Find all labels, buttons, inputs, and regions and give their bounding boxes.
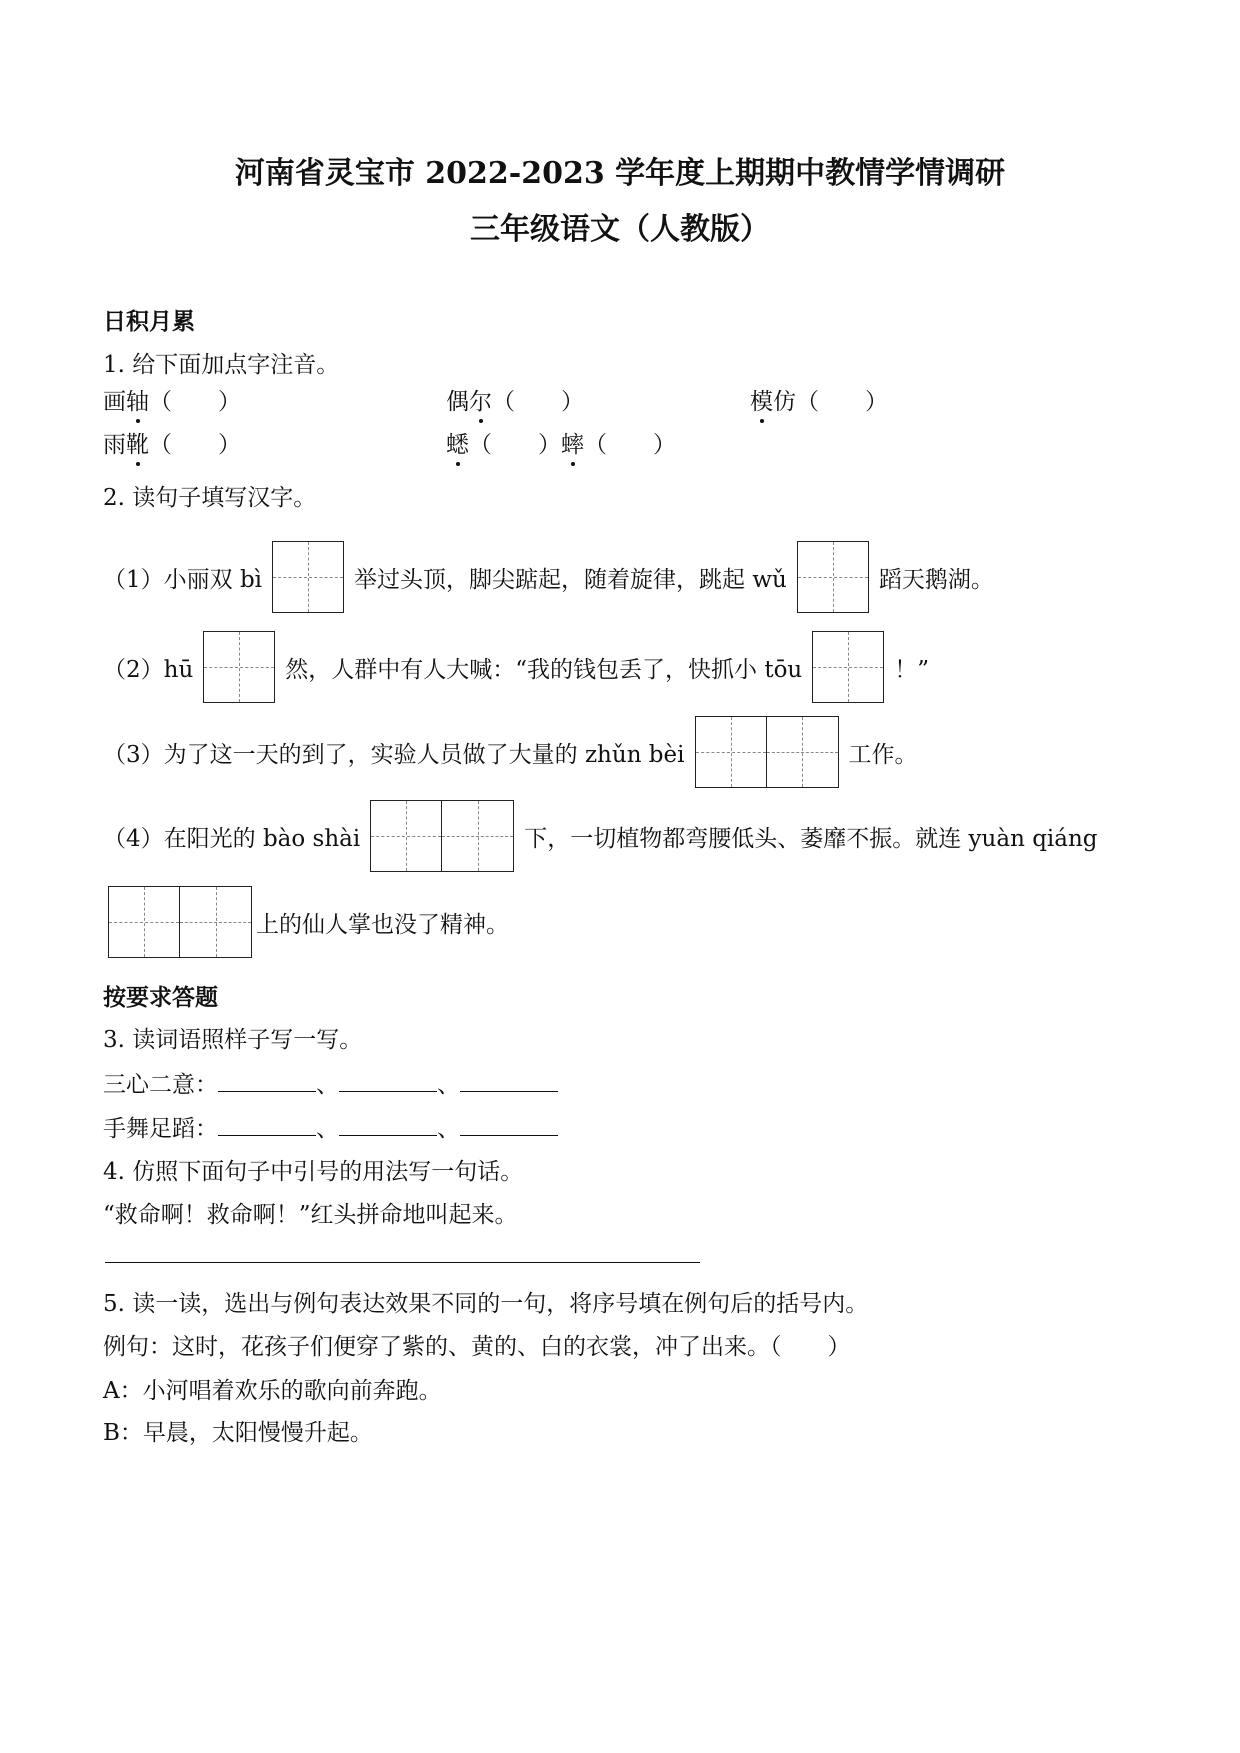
q2-s4-char-box-pair-2: [108, 886, 252, 958]
q2-s3-text-b: 工作。: [848, 741, 918, 768]
q2-sentence-1: [103, 541, 994, 613]
q2-s2-char-box-2[interactable]: [812, 631, 884, 703]
q1-item-2-pre: 偶: [446, 389, 469, 415]
question-5-prompt: 5. 读一读，选出与例句表达效果不同的一句，将序号填在例句后的括号内。: [103, 1291, 869, 1317]
q2-s1-text-a: （1）小丽双 bì: [103, 566, 263, 593]
q2-s4-char-box-pair-1: [370, 800, 514, 872]
q2-s4-text-b: 下，一切植物都弯腰低头、萎靡不振。就连 yuàn qiáng: [524, 825, 1098, 852]
q2-s4-char-box-1[interactable]: [370, 800, 442, 872]
q5-option-b: B：早晨，太阳慢慢升起。: [103, 1420, 373, 1446]
question-2-prompt: 2. 读句子填写汉字。: [103, 485, 317, 511]
q4-answer-line[interactable]: [105, 1262, 700, 1263]
q3-row-2-sep-1: 、: [316, 1116, 339, 1142]
q2-s3-char-box-2[interactable]: [767, 716, 839, 788]
q2-s2-text-c: ！”: [894, 656, 930, 683]
question-1-prompt: 1. 给下面加点字注音。: [103, 352, 340, 378]
q2-s3-char-box-pair: [695, 716, 839, 788]
q3-row-1: [103, 1066, 558, 1099]
q5-option-a: A：小河唱着欢乐的歌向前奔跑。: [103, 1378, 442, 1404]
q1-item-1-dotted-char: 轴: [126, 383, 149, 416]
q1-item-1: [103, 383, 241, 416]
q2-s4-text-a: （4）在阳光的 bào shài: [103, 825, 361, 852]
q1-item-1-pre: 画: [103, 389, 126, 415]
q2-s4-text-c: 上的仙人掌也没了精神。: [256, 911, 509, 938]
q1-item-2-dotted-char: 尔: [469, 383, 492, 416]
q3-row-1-sep-2: 、: [437, 1072, 460, 1098]
q3-row-2-blank-1[interactable]: [218, 1113, 316, 1136]
q1-item-4-pre: 雨: [103, 432, 126, 458]
q2-s2-text-a: （2）hū: [103, 656, 194, 683]
section-heading-answer-as-required: 按要求答题: [103, 984, 218, 1011]
q2-s4-char-box-3[interactable]: [108, 886, 180, 958]
q3-row-2-sep-2: 、: [437, 1116, 460, 1142]
q3-row-2-blank-2[interactable]: [339, 1113, 437, 1136]
q1-item-1-answer-bracket[interactable]: （ ）: [149, 389, 241, 415]
q2-sentence-4-continued: [100, 886, 509, 958]
q2-s1-text-c: 蹈天鹅湖。: [878, 566, 994, 593]
q3-row-1-sep-1: 、: [316, 1072, 339, 1098]
q1-item-3: [750, 383, 888, 416]
q2-s3-char-box-1[interactable]: [695, 716, 767, 788]
q1-item-6-answer-bracket[interactable]: （ ）: [584, 432, 676, 458]
question-4-prompt: 4. 仿照下面句子中引号的用法写一句话。: [103, 1159, 524, 1185]
q2-s1-text-b: 举过头顶，脚尖踮起，随着旋律，跳起 wǔ: [354, 566, 787, 593]
q2-s1-char-box-1[interactable]: [272, 541, 344, 613]
q1-item-6-dotted-char: 蟀: [561, 426, 584, 459]
q3-row-2-label: 手舞足蹈：: [103, 1116, 218, 1142]
q4-example-sentence: “救命啊！救命啊！”红头拼命地叫起来。: [103, 1202, 518, 1228]
q5-example-sentence: 例句：这时，花孩子们便穿了紫的、黄的、白的衣裳，冲了出来。（ ）: [103, 1334, 851, 1360]
q2-s4-char-box-4[interactable]: [180, 886, 252, 958]
q3-row-1-label: 三心二意：: [103, 1072, 218, 1098]
q1-item-4-dotted-char: 靴: [126, 426, 149, 459]
page-title: 河南省灵宝市 2022-2023 学年度上期期中教情学情调研: [234, 156, 1006, 191]
q2-sentence-2: [103, 631, 929, 703]
section-heading-accumulation: 日积月累: [103, 308, 195, 335]
q1-item-3-dotted-char: 模: [750, 383, 773, 416]
q2-s3-text-a: （3）为了这一天的到了，实验人员做了大量的 zhǔn bèi: [103, 741, 685, 768]
q2-s1-char-box-2[interactable]: [797, 541, 869, 613]
q3-row-1-blank-3[interactable]: [460, 1069, 558, 1092]
q3-row-2-blank-3[interactable]: [460, 1113, 558, 1136]
q2-s2-char-box-1[interactable]: [203, 631, 275, 703]
q3-row-2: [103, 1110, 558, 1143]
q3-row-1-blank-1[interactable]: [218, 1069, 316, 1092]
q1-item-5-answer-bracket[interactable]: （ ）: [469, 432, 561, 458]
q2-sentence-4: [103, 800, 1098, 872]
q1-item-2: [446, 383, 584, 416]
q1-item-2-answer-bracket[interactable]: （ ）: [492, 389, 584, 415]
q1-item-4-answer-bracket[interactable]: （ ）: [149, 432, 241, 458]
q1-item-5: [446, 426, 676, 459]
q2-sentence-3: [103, 716, 918, 788]
q1-item-4: [103, 426, 241, 459]
q1-item-5-dotted-char: 蟋: [446, 426, 469, 459]
q2-s4-char-box-2[interactable]: [442, 800, 514, 872]
q2-s2-text-b: 然，人群中有人大喊：“我的钱包丢了，快抓小 tōu: [285, 656, 803, 683]
page-subtitle: 三年级语文（人教版）: [470, 212, 770, 247]
question-3-prompt: 3. 读词语照样子写一写。: [103, 1027, 363, 1053]
q1-item-3-answer-bracket[interactable]: 仿（ ）: [773, 389, 888, 415]
q3-row-1-blank-2[interactable]: [339, 1069, 437, 1092]
